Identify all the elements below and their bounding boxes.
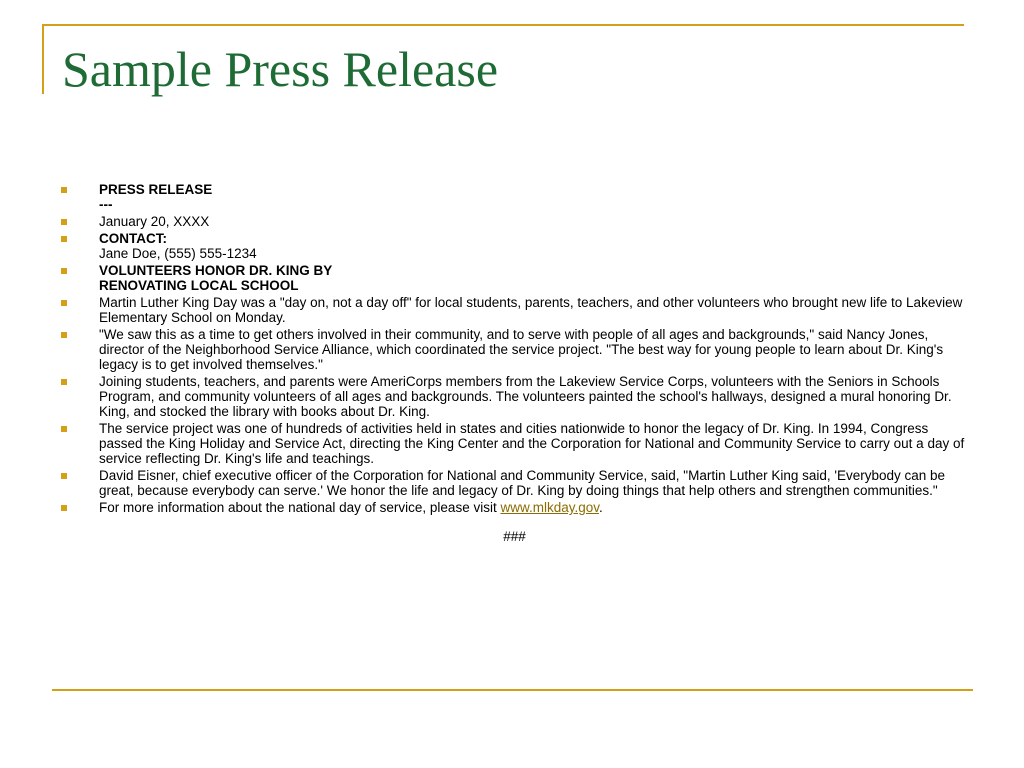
paragraph-5: David Eisner, chief executive officer of the Corporation for National and Community Service, said, "Martin Luther King said, 'Everybody can be great, because everybody can serve.' We honor the life and legacy of Dr. King by doing things that help others and strengthen communities." xyxy=(99,468,946,498)
list-item-paragraph-3 xyxy=(60,374,965,419)
bullet-list xyxy=(60,182,965,515)
mlkday-link[interactable]: www.mlkday.gov xyxy=(500,500,599,515)
list-item-paragraph-2 xyxy=(60,327,965,372)
square-bullet-icon xyxy=(61,300,67,306)
list-item-date xyxy=(60,214,965,229)
headline-line-2: RENOVATING LOCAL SCHOOL xyxy=(99,278,299,293)
list-item-paragraph-4 xyxy=(60,421,965,466)
paragraph-4: The service project was one of hundreds of activities held in states and cities nationwide to honor the legacy of Dr. King. In 1994, Congress passed the King Holiday and Service Act, directing the King Center and the Corporation for National and Community Service to carry out a day of service reflecting Dr. King's life and teachings. xyxy=(99,421,965,466)
square-bullet-icon xyxy=(61,505,67,511)
paragraph-1: Martin Luther King Day was a "day on, not a day off" for local students, parents, teachers, and other volunteers who brought new life to Lakeview Elementary School on Monday. xyxy=(99,295,963,325)
list-item-contact xyxy=(60,231,965,261)
list-item-paragraph-5 xyxy=(60,468,965,498)
square-bullet-icon xyxy=(61,187,67,193)
slide-title: Sample Press Release xyxy=(62,41,499,97)
square-bullet-icon xyxy=(61,332,67,338)
paragraph-3: Joining students, teachers, and parents were AmeriCorps members from the Lakeview Service Corps, volunteers with the Seniors in Schools Program, and community volunteers of all ages and backgrounds. The volunteers painted the school's hallways, designed a mural honoring Dr. King, and stocked the library with books about Dr. King. xyxy=(99,374,952,419)
frame-top-rule xyxy=(42,24,964,26)
paragraph-2: "We saw this as a time to get others involved in their community, and to serve with people of all ages and backgrounds," said Nancy Jones, director of the Neighborhood Service Alliance, which coordinated the service project. "The best way for young people to learn about Dr. King's legacy is to get involved themselves." xyxy=(99,327,944,372)
slide-body xyxy=(60,182,965,544)
frame-left-rule xyxy=(42,24,44,94)
square-bullet-icon xyxy=(61,268,67,274)
contact-value: Jane Doe, (555) 555-1234 xyxy=(99,246,257,261)
square-bullet-icon xyxy=(61,426,67,432)
press-release-label: PRESS RELEASE xyxy=(99,182,213,197)
square-bullet-icon xyxy=(61,379,67,385)
more-info-text: For more information about the national day of service, please visit xyxy=(99,500,501,515)
press-release-dashes: --- xyxy=(99,197,113,212)
more-info-suffix: . xyxy=(599,500,603,515)
contact-label: CONTACT: xyxy=(99,231,167,246)
list-item-press-release xyxy=(60,182,965,212)
frame-bottom-rule xyxy=(52,689,973,691)
square-bullet-icon xyxy=(61,219,67,225)
list-item-paragraph-1 xyxy=(60,295,965,325)
list-item-more-info xyxy=(60,500,965,515)
end-mark: ### xyxy=(503,529,526,544)
list-item-headline xyxy=(60,263,965,293)
headline-line-1: VOLUNTEERS HONOR DR. KING BY xyxy=(99,263,333,278)
square-bullet-icon xyxy=(61,473,67,479)
release-date: January 20, XXXX xyxy=(99,214,210,229)
square-bullet-icon xyxy=(61,236,67,242)
